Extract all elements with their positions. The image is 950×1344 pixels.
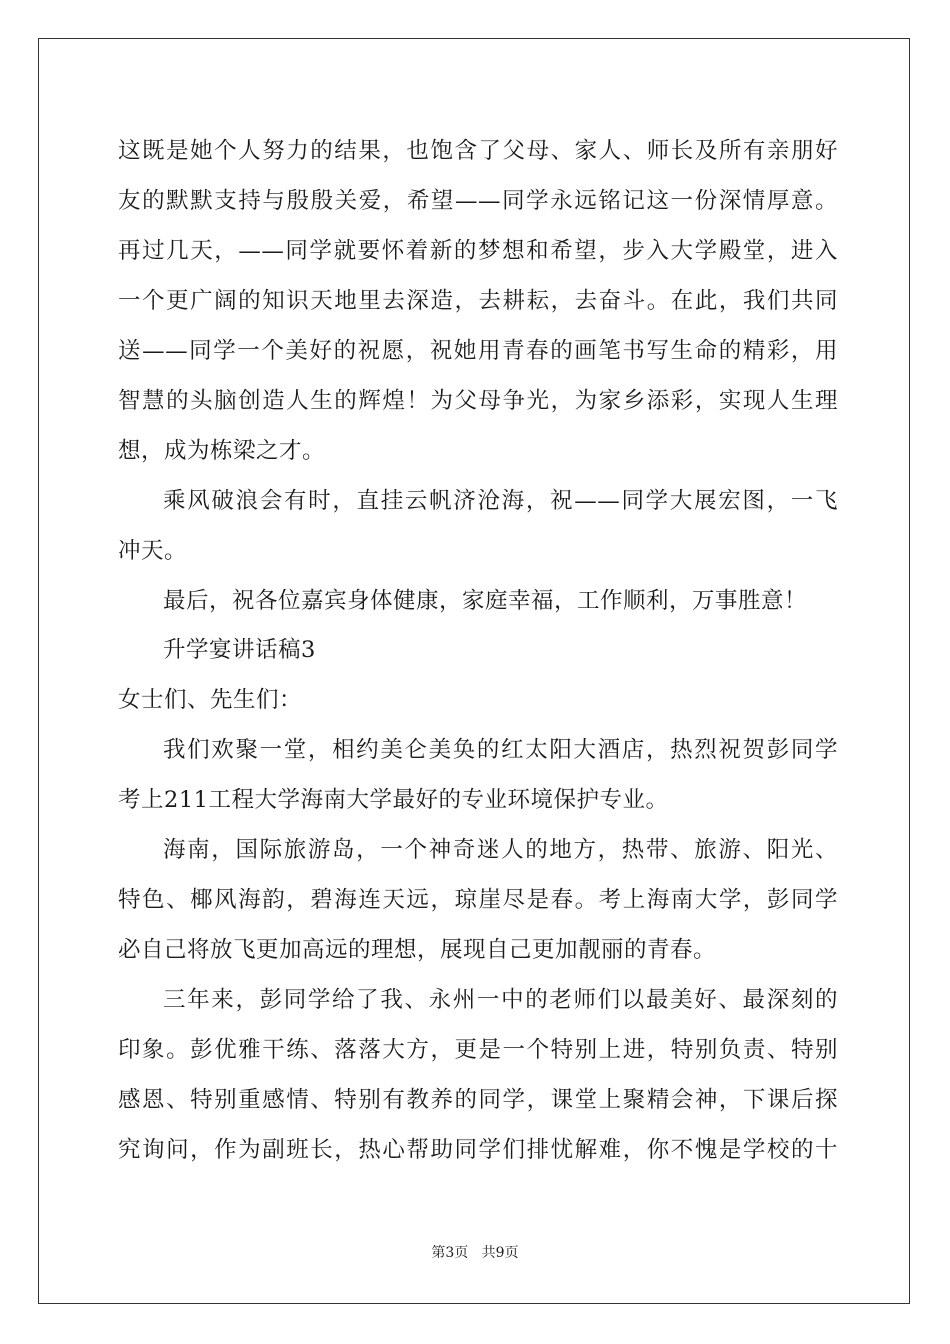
text-line: 冲天。 [118,538,188,564]
text-line: 必自己将放飞更加高远的理想，展现自己更加靓丽的青春。 [118,937,717,963]
text-line: 海南，国际旅游岛，一个神奇迷人的地方，热带、旅游、阳光、 [163,837,838,863]
text-line: 我们欢聚一堂，相约美仑美奂的红太阳大酒店，热烈祝贺彭同学 [163,737,838,763]
text-line: 乘风破浪会有时，直挂云帆济沧海，祝——同学大展宏图，一飞 [163,488,838,514]
text-line: 三年来，彭同学给了我、永州一中的老师们以最美好、最深刻的 [163,987,838,1013]
salutation: 女士们、先生们： [118,687,303,713]
text-line: 考上211工程大学海南大学最好的专业环境保护专业。 [118,787,669,813]
text-line: 一个更广阔的知识天地里去深造，去耕耘，去奋斗。在此，我们共同 [118,288,838,314]
text-line: 究询问，作为副班长，热心帮助同学们排忧解难，你不愧是学校的十 [118,1137,838,1163]
text-line: 这既是她个人努力的结果，也饱含了父母、家人、师长及所有亲朋好 [118,138,838,164]
text-line: 再过几天，——同学就要怀着新的梦想和希望，步入大学殿堂，进入 [118,238,838,264]
section-heading: 升学宴讲话稿3 [163,637,316,663]
text-line: 印象。彭优雅干练、落落大方，更是一个特别上进，特别负责、特别 [118,1037,838,1063]
text-line: 感恩、特别重感情、特别有教养的同学，课堂上聚精会神，下课后探 [118,1087,838,1113]
text-line: 送——同学一个美好的祝愿，祝她用青春的画笔书写生命的精彩，用 [118,338,838,364]
page-number-footer: 第3页 共9页 [431,1245,519,1261]
text-line: 特色、椰风海韵，碧海连天远，琼崖尽是春。考上海南大学，彭同学 [118,887,838,913]
text-line: 智慧的头脑创造人生的辉煌！为父母争光，为家乡添彩，实现人生理 [118,388,838,414]
text-line: 友的默默支持与殷殷关爱，希望——同学永远铭记这一份深情厚意。 [118,188,838,214]
text-line: 最后，祝各位嘉宾身体健康，家庭幸福，工作顺利，万事胜意！ [163,588,808,614]
text-line: 想，成为栋梁之才。 [118,438,326,464]
